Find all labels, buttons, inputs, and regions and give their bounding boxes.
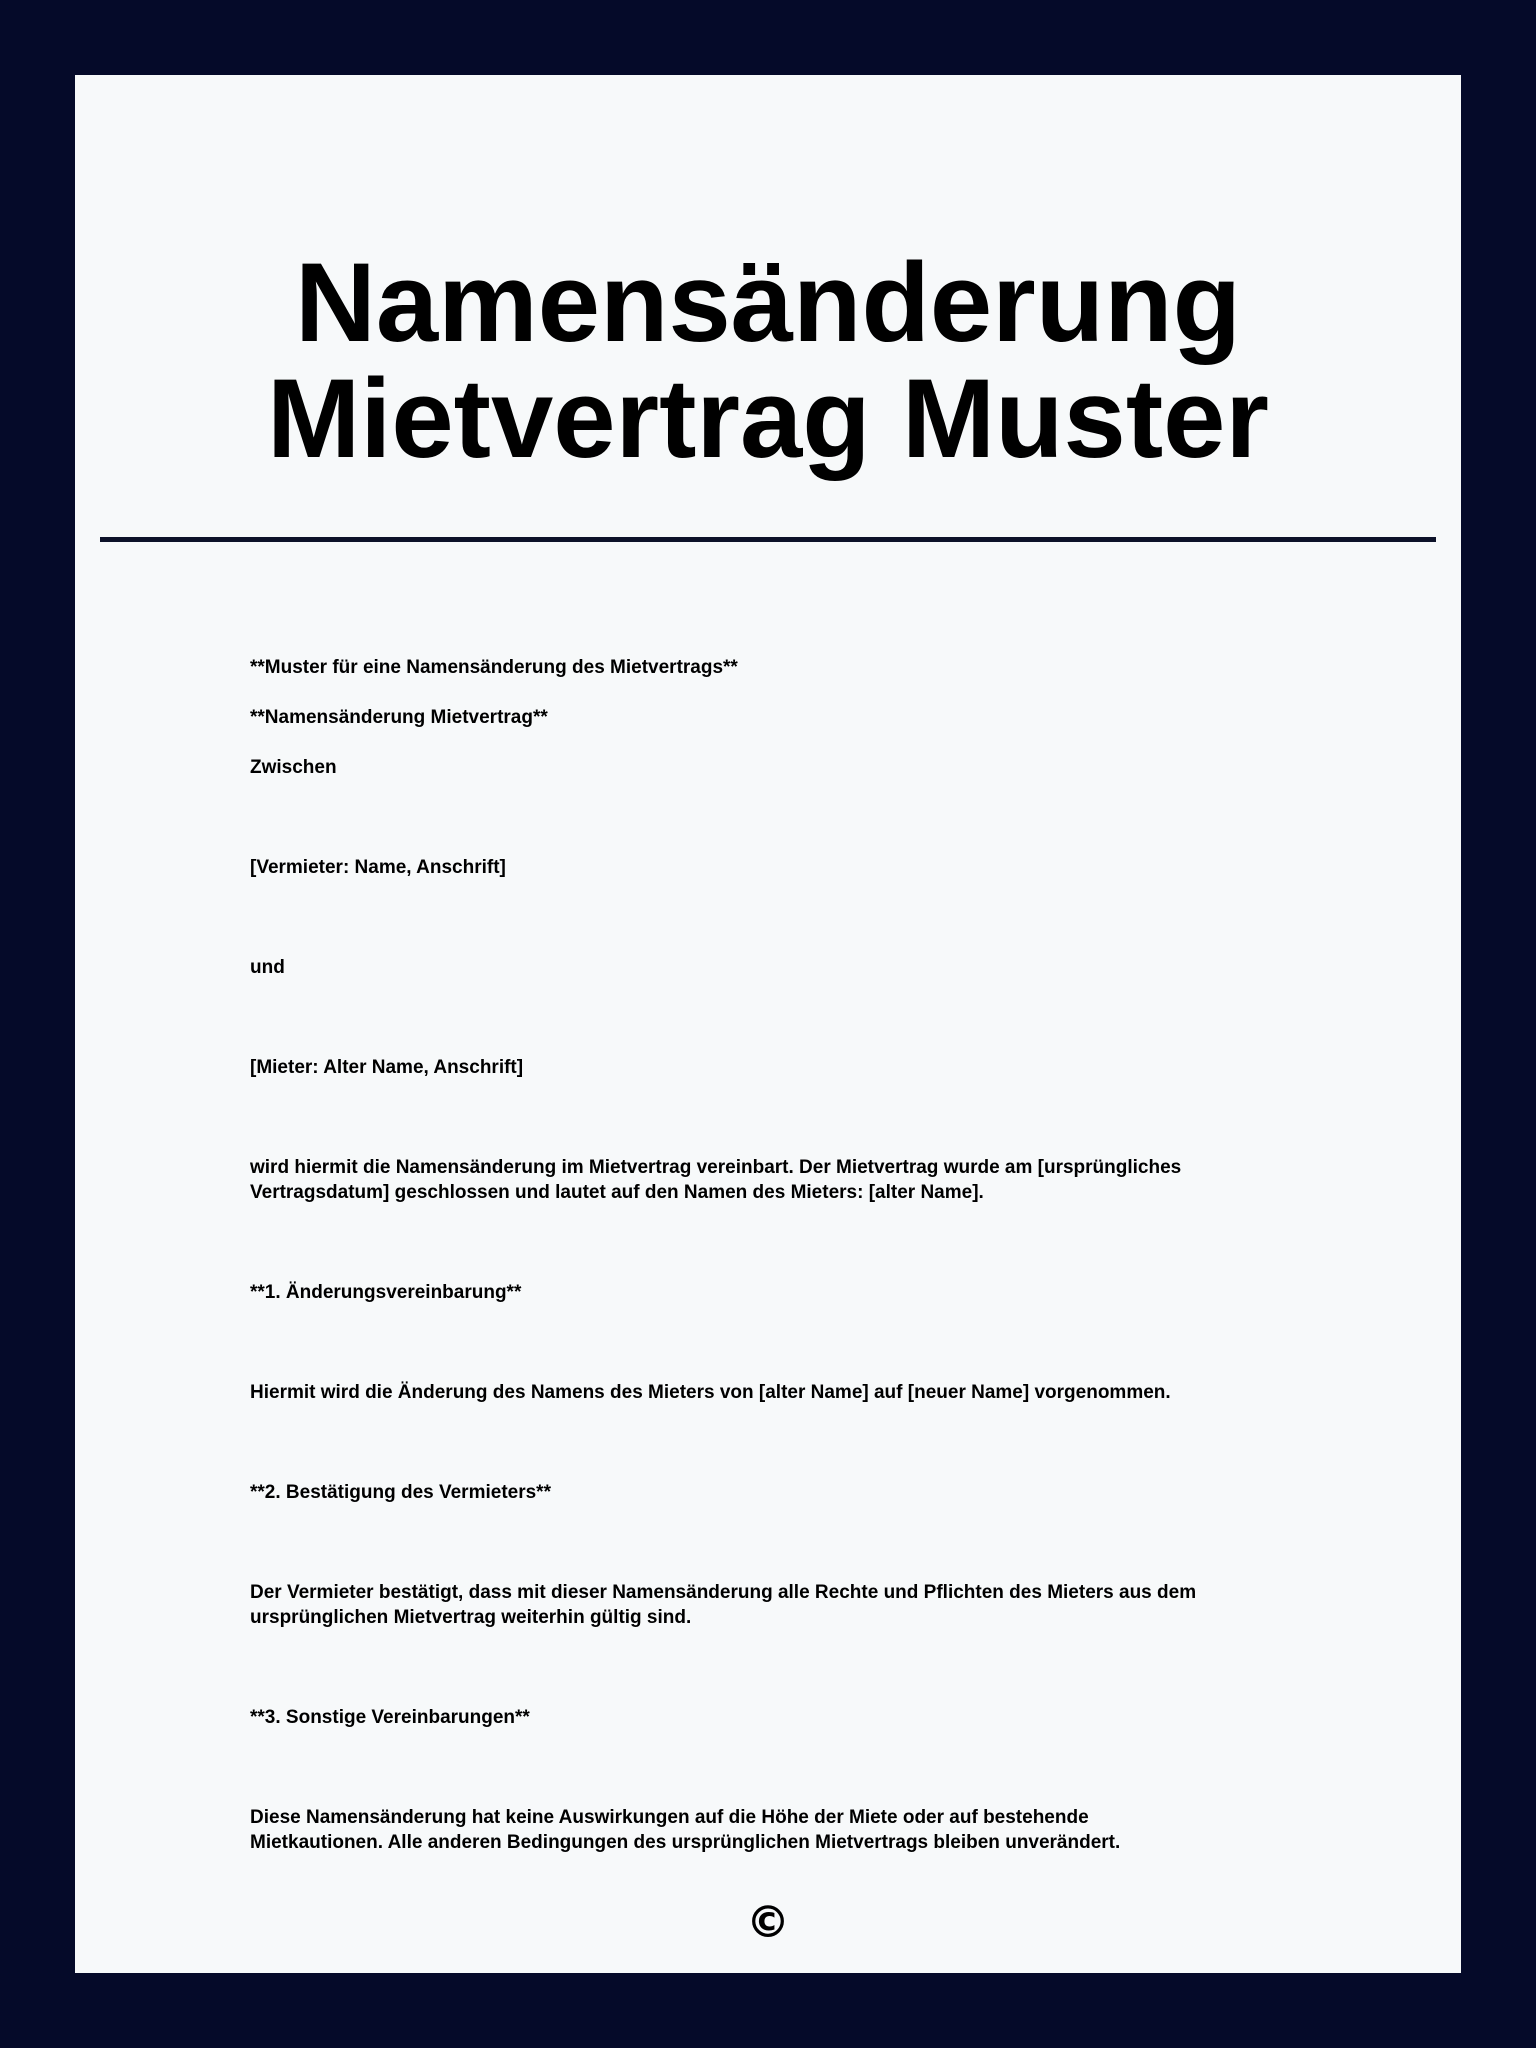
- paragraph-section-3-text: Diese Namensänderung hat keine Auswirkungen auf die Höhe der Miete oder auf bestehende Mietkautionen. Alle anderen Bedingungen des ursprünglichen Mietvertrags bleiben unverändert.: [250, 1807, 1121, 1853]
- title-line-2: Mietvertrag Muster: [266, 356, 1270, 481]
- paragraph-vereinbarung: wird hiermit die Namensänderung im Mietvertrag vereinbart. Der Mietvertrag wurde am [ursprüngliches Vertragsdatum] geschlossen und lautet auf den Namen des Mieters: [alter Name].: [250, 1157, 1182, 1203]
- paragraph-section-1-heading: **1. Änderungsvereinbarung**: [250, 1282, 522, 1303]
- paragraph-zwischen: Zwischen: [250, 757, 337, 778]
- paragraph-heading-muster: **Muster für eine Namensänderung des Mietvertrags**: [250, 657, 738, 678]
- paragraph-section-1-text: Hiermit wird die Änderung des Namens des Mieters von [alter Name] auf [neuer Name] vorgenommen.: [250, 1382, 1171, 1403]
- paragraph-mieter: [Mieter: Alter Name, Anschrift]: [250, 1057, 524, 1078]
- paragraph-section-2-text: Der Vermieter bestätigt, dass mit dieser Namensänderung alle Rechte und Pflichten des Mieters aus dem ursprünglichen Mietvertrag weiterhin gültig sind.: [250, 1582, 1197, 1628]
- paragraph-section-3-heading: **3. Sonstige Vereinbarungen**: [250, 1707, 530, 1728]
- copyright-icon: ©: [746, 1897, 790, 1948]
- document-title: [75, 240, 1461, 481]
- document-page: [75, 75, 1461, 1973]
- title-line-1: Namensänderung: [295, 240, 1241, 365]
- paragraph-und: und: [250, 957, 285, 978]
- paragraph-vermieter: [Vermieter: Name, Anschrift]: [250, 857, 506, 878]
- paragraph-section-2-heading: **2. Bestätigung des Vermieters**: [250, 1482, 551, 1503]
- title-divider: [100, 537, 1436, 542]
- paragraph-heading-namensaenderung: **Namensänderung Mietvertrag**: [250, 707, 548, 728]
